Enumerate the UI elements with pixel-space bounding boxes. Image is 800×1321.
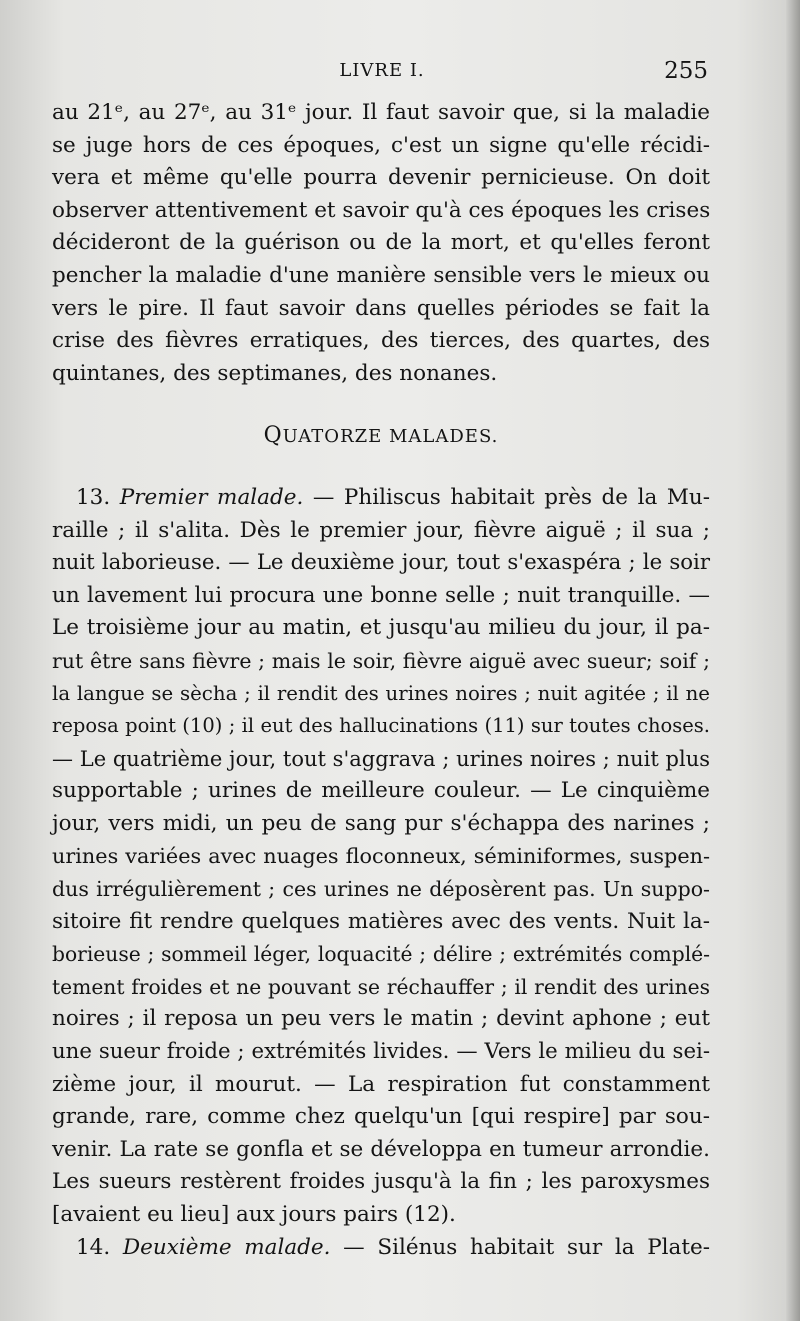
section-heading: [52, 420, 710, 454]
text-line: nuit laborieuse. — Le deuxième jour, tout s'exaspéra ; le soir: [52, 550, 710, 576]
text-line: — Le quatrième jour, tout s'aggrava ; urines noires ; nuit plus: [52, 746, 710, 771]
text-line: se juge hors de ces époques, c'est un signe qu'elle récidi-: [52, 132, 710, 158]
text-line: reposa point (10) ; il eut des hallucinations (11) sur toutes choses.: [52, 714, 710, 738]
text-line: un lavement lui procura une bonne selle ; nuit tranquille. —: [52, 582, 710, 608]
paragraph-14-first-line: [52, 1232, 710, 1265]
text-line: la langue se sècha ; il rendit des urines noires ; nuit agitée ; il ne: [52, 681, 710, 705]
text-line: supportable ; urines de meilleure couleur. — Le cinquième: [52, 778, 710, 804]
text-line: dus irrégulièrement ; ces urines ne déposèrent pas. Un suppo-: [52, 877, 710, 902]
text-line: [avaient eu lieu] aux jours pairs (12).: [52, 1202, 456, 1227]
section-heading-initial: Q: [263, 423, 283, 449]
text-line: vera et même qu'elle pourra devenir pernicieuse. On doit: [52, 165, 710, 191]
paragraph-13-first-line: [52, 482, 710, 515]
text-run: — Silénus habitait sur la Plate-: [343, 1234, 710, 1260]
text-line: au 21ᵉ, au 27ᵉ, au 31ᵉ jour. Il faut savoir que, si la maladie: [52, 100, 710, 125]
patient-title: Deuxième malade.: [122, 1234, 331, 1260]
running-head: [52, 60, 712, 88]
text-line: jour, vers midi, un peu de sang pur s'échappa des narines ;: [52, 810, 710, 836]
text-line: noires ; il reposa un peu vers le matin ; devint aphone ; eut: [52, 1006, 710, 1032]
text-line: venir. La rate se gonfla et se développa en tumeur arrondie.: [52, 1136, 710, 1162]
text-line: vers le pire. Il faut savoir dans quelles périodes se fait la: [52, 295, 710, 321]
text-line: urines variées avec nuages floconneux, séminiformes, suspen-: [52, 844, 710, 869]
text-line: pencher la maladie d'une manière sensible vers le mieux ou: [52, 262, 710, 288]
text-line: zième jour, il mourut. — La respiration fut constamment: [52, 1071, 710, 1097]
text-block: [52, 97, 710, 1264]
text-line: Les sueurs restèrent froides jusqu'à la fin ; les paroxysmes: [52, 1169, 710, 1195]
text-line: décideront de la guérison ou de la mort, et qu'elles feront: [52, 230, 710, 256]
page-number: 255: [664, 58, 708, 84]
text-line: grande, rare, comme chez quelqu'un [qui respire] par sou-: [52, 1104, 710, 1130]
text-line: observer attentivement et savoir qu'à ces époques les crises: [52, 197, 711, 223]
text-line: crise des fièvres erratiques, des tierces, des quartes, des: [52, 328, 710, 354]
text-line: raille ; il s'alita. Dès le premier jour, fièvre aiguë ; il sua ;: [52, 517, 710, 543]
paragraph-number: 14.: [76, 1234, 111, 1260]
patient-title: Premier malade.: [119, 484, 304, 510]
page-edge-shadow: [786, 0, 800, 1321]
running-head-title: LIVRE I.: [339, 60, 425, 81]
text-line: sitoire fit rendre quelques matières avec des vents. Nuit la-: [52, 908, 710, 934]
text-line: rut être sans fièvre ; mais le soir, fièvre aiguë avec sueur; soif ;: [52, 648, 710, 673]
text-line: tement froides et ne pouvant se réchauffer ; il rendit des urines: [52, 974, 710, 999]
section-heading-rest: UATORZE MALADES.: [282, 426, 499, 448]
text-line: Le troisième jour au matin, et jusqu'au milieu du jour, il pa-: [52, 615, 710, 641]
text-line: une sueur froide ; extrémités livides. — Vers le milieu du sei-: [52, 1039, 710, 1065]
text-line: quintanes, des septimanes, des nonanes.: [52, 360, 498, 386]
paragraph-number: 13.: [76, 484, 111, 510]
text-line: borieuse ; sommeil léger, loquacité ; délire ; extrémités complé-: [52, 942, 710, 967]
text-run: — Philiscus habitait près de la Mu-: [312, 484, 710, 510]
